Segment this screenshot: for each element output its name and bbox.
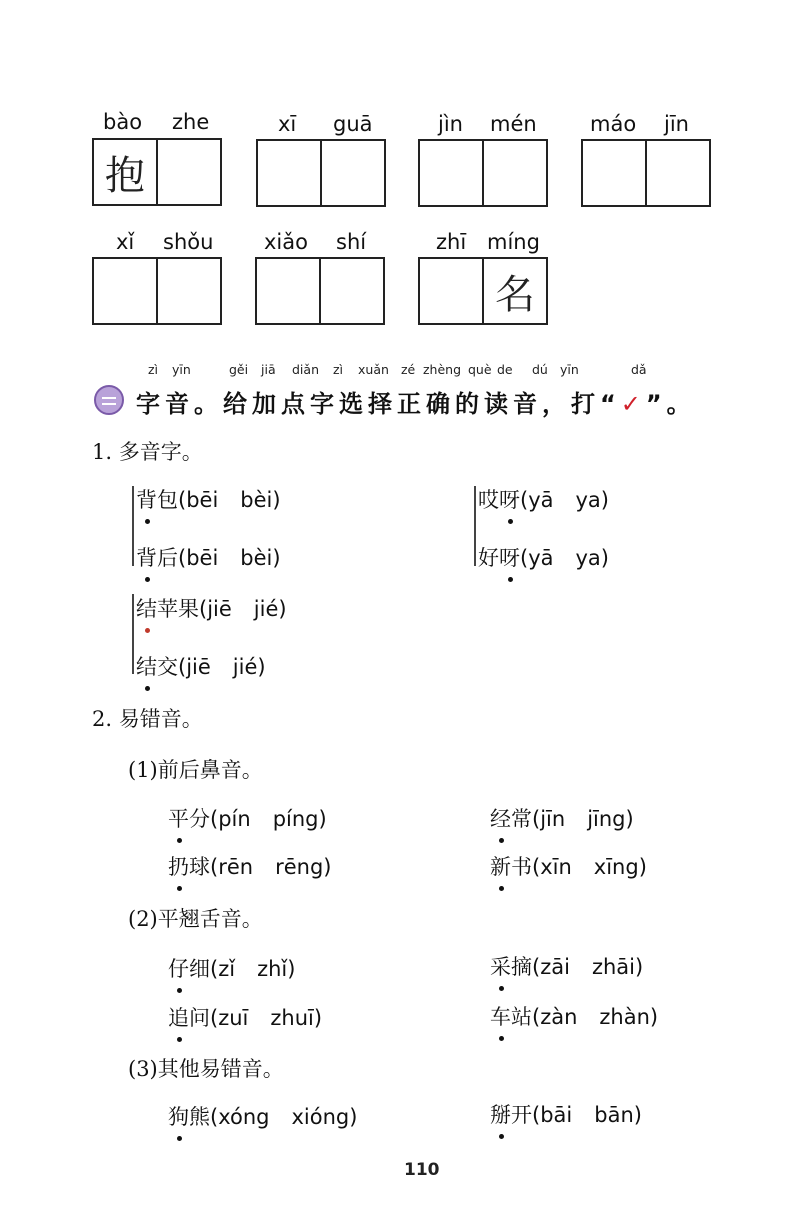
pinyin-option[interactable]: xóng bbox=[218, 1105, 270, 1129]
writing-box[interactable] bbox=[92, 257, 222, 325]
writing-box[interactable] bbox=[92, 138, 222, 206]
pinyin: zhèng bbox=[423, 362, 462, 377]
pinyin-option[interactable]: bēi bbox=[186, 546, 219, 570]
part-heading: 2. 易错音。 bbox=[92, 707, 203, 731]
choice-item: 背包(bēi bèi) bbox=[136, 484, 281, 514]
pinyin: xiǎo bbox=[264, 230, 308, 254]
pinyin-option[interactable]: jīn bbox=[540, 807, 566, 831]
sub-heading: (2)平翘舌音。 bbox=[128, 907, 263, 931]
pinyin: què bbox=[468, 362, 492, 377]
pinyin-option[interactable]: bèi bbox=[240, 488, 273, 512]
pinyin: shǒu bbox=[163, 230, 214, 254]
writing-cell[interactable] bbox=[420, 141, 484, 205]
section-title: 字音。给加点字选择正确的读音，打“✓”。 bbox=[136, 390, 696, 418]
choice-item: 好呀(yā ya) bbox=[478, 542, 609, 572]
pinyin-option[interactable]: zuī bbox=[218, 1006, 249, 1030]
pinyin: guā bbox=[333, 112, 373, 136]
writing-cell[interactable] bbox=[158, 259, 220, 323]
pinyin-option[interactable]: pín bbox=[218, 807, 251, 831]
choice-item: 狗熊(xóng xióng) bbox=[168, 1101, 357, 1131]
writing-cell[interactable] bbox=[321, 259, 383, 323]
pinyin-option[interactable]: jiē bbox=[207, 597, 232, 621]
pinyin-option[interactable]: rēn bbox=[218, 855, 254, 879]
choice-item: 车站(zàn zhàn) bbox=[490, 1001, 658, 1031]
pinyin-option[interactable]: jié bbox=[253, 597, 279, 621]
writing-cell[interactable] bbox=[583, 141, 647, 205]
pinyin: míng bbox=[487, 230, 540, 254]
choice-item: 结苹果(jiē jié) bbox=[136, 593, 287, 623]
pinyin-option[interactable]: yā bbox=[528, 546, 554, 570]
choice-item: 追问(zuī zhuī) bbox=[168, 1002, 322, 1032]
sub-heading: (3)其他易错音。 bbox=[128, 1057, 284, 1081]
pinyin-option[interactable]: bāi bbox=[540, 1103, 573, 1127]
pinyin-option[interactable]: zhàn bbox=[599, 1005, 650, 1029]
pinyin: diǎn bbox=[292, 362, 319, 377]
writing-cell[interactable] bbox=[647, 141, 709, 205]
pinyin: máo bbox=[590, 112, 637, 136]
pinyin: dú bbox=[532, 362, 548, 377]
pinyin-option[interactable]: yā bbox=[528, 488, 554, 512]
section-number-icon bbox=[94, 385, 124, 415]
choice-item: 哎呀(yā ya) bbox=[478, 484, 609, 514]
pinyin: jīn bbox=[664, 112, 689, 136]
pinyin-option[interactable]: bèi bbox=[240, 546, 273, 570]
pinyin: zhe bbox=[172, 110, 210, 134]
pinyin-option[interactable]: rēng bbox=[275, 855, 324, 879]
pinyin-option[interactable]: xióng bbox=[291, 1105, 350, 1129]
pinyin: zì bbox=[333, 362, 344, 377]
choice-item: 平分(pín píng) bbox=[168, 803, 327, 833]
choice-item: 经常(jīn jīng) bbox=[490, 803, 634, 833]
choice-item: 新书(xīn xīng) bbox=[490, 851, 647, 881]
choice-item: 结交(jiē jié) bbox=[136, 651, 266, 681]
pinyin-option[interactable]: zàn bbox=[540, 1005, 578, 1029]
pinyin: xuǎn bbox=[358, 362, 389, 377]
pinyin-option[interactable]: jīng bbox=[587, 807, 626, 831]
pinyin-option[interactable]: xīn bbox=[540, 855, 572, 879]
writing-cell[interactable]: 名 bbox=[495, 271, 535, 318]
writing-cell[interactable] bbox=[484, 141, 546, 205]
sub-heading: (1)前后鼻音。 bbox=[128, 758, 263, 782]
pinyin: bào bbox=[103, 110, 143, 134]
choice-item: 仔细(zǐ zhǐ) bbox=[168, 953, 295, 983]
writing-cell[interactable] bbox=[94, 259, 158, 323]
pinyin-option[interactable]: xīng bbox=[593, 855, 639, 879]
writing-cell[interactable] bbox=[158, 140, 220, 204]
pinyin: xī bbox=[278, 112, 297, 136]
checkmark-icon: ✓ bbox=[620, 390, 646, 418]
writing-box[interactable] bbox=[256, 139, 386, 207]
pinyin-option[interactable]: zhāi bbox=[591, 955, 635, 979]
pinyin: shí bbox=[336, 230, 367, 254]
pinyin: zì bbox=[148, 362, 159, 377]
pinyin: mén bbox=[490, 112, 537, 136]
pinyin: de bbox=[497, 362, 513, 377]
pinyin: zhī bbox=[436, 230, 467, 254]
writing-cell[interactable]: 抱 bbox=[94, 140, 158, 204]
pinyin: yīn bbox=[172, 362, 191, 377]
writing-box[interactable] bbox=[255, 257, 385, 325]
writing-box[interactable] bbox=[581, 139, 711, 207]
pinyin-option[interactable]: bān bbox=[594, 1103, 634, 1127]
pinyin-option[interactable]: bēi bbox=[186, 488, 219, 512]
pinyin-option[interactable]: jiē bbox=[186, 655, 211, 679]
writing-box[interactable] bbox=[418, 139, 548, 207]
pinyin: dǎ bbox=[631, 362, 647, 377]
choice-item: 掰开(bāi bān) bbox=[490, 1099, 642, 1129]
pinyin: gěi bbox=[229, 362, 249, 377]
choice-item: 背后(bēi bèi) bbox=[136, 542, 281, 572]
writing-cell[interactable] bbox=[322, 141, 384, 205]
pinyin-option[interactable]: zhǐ bbox=[257, 957, 288, 981]
pinyin: xǐ bbox=[116, 230, 135, 254]
pinyin-option[interactable]: ya bbox=[575, 546, 601, 570]
pinyin-option[interactable]: píng bbox=[272, 807, 319, 831]
page-number: 110 bbox=[404, 1160, 440, 1180]
pinyin-option[interactable]: zāi bbox=[540, 955, 570, 979]
pinyin: jìn bbox=[438, 112, 463, 136]
pinyin: jiā bbox=[261, 362, 276, 377]
part-heading: 1. 多音字。 bbox=[92, 440, 203, 464]
writing-cell[interactable] bbox=[258, 141, 322, 205]
choice-item: 扔球(rēn rēng) bbox=[168, 851, 331, 881]
pinyin-option[interactable]: zǐ bbox=[218, 957, 236, 981]
pinyin-option[interactable]: zhuī bbox=[270, 1006, 314, 1030]
pinyin-option[interactable]: ya bbox=[575, 488, 601, 512]
writing-cell[interactable] bbox=[257, 259, 321, 323]
writing-box[interactable] bbox=[418, 257, 548, 325]
pinyin-option[interactable]: jié bbox=[232, 655, 258, 679]
pinyin: yīn bbox=[560, 362, 579, 377]
writing-cell[interactable] bbox=[420, 259, 484, 323]
choice-item: 采摘(zāi zhāi) bbox=[490, 951, 643, 981]
pinyin: zé bbox=[401, 362, 416, 377]
